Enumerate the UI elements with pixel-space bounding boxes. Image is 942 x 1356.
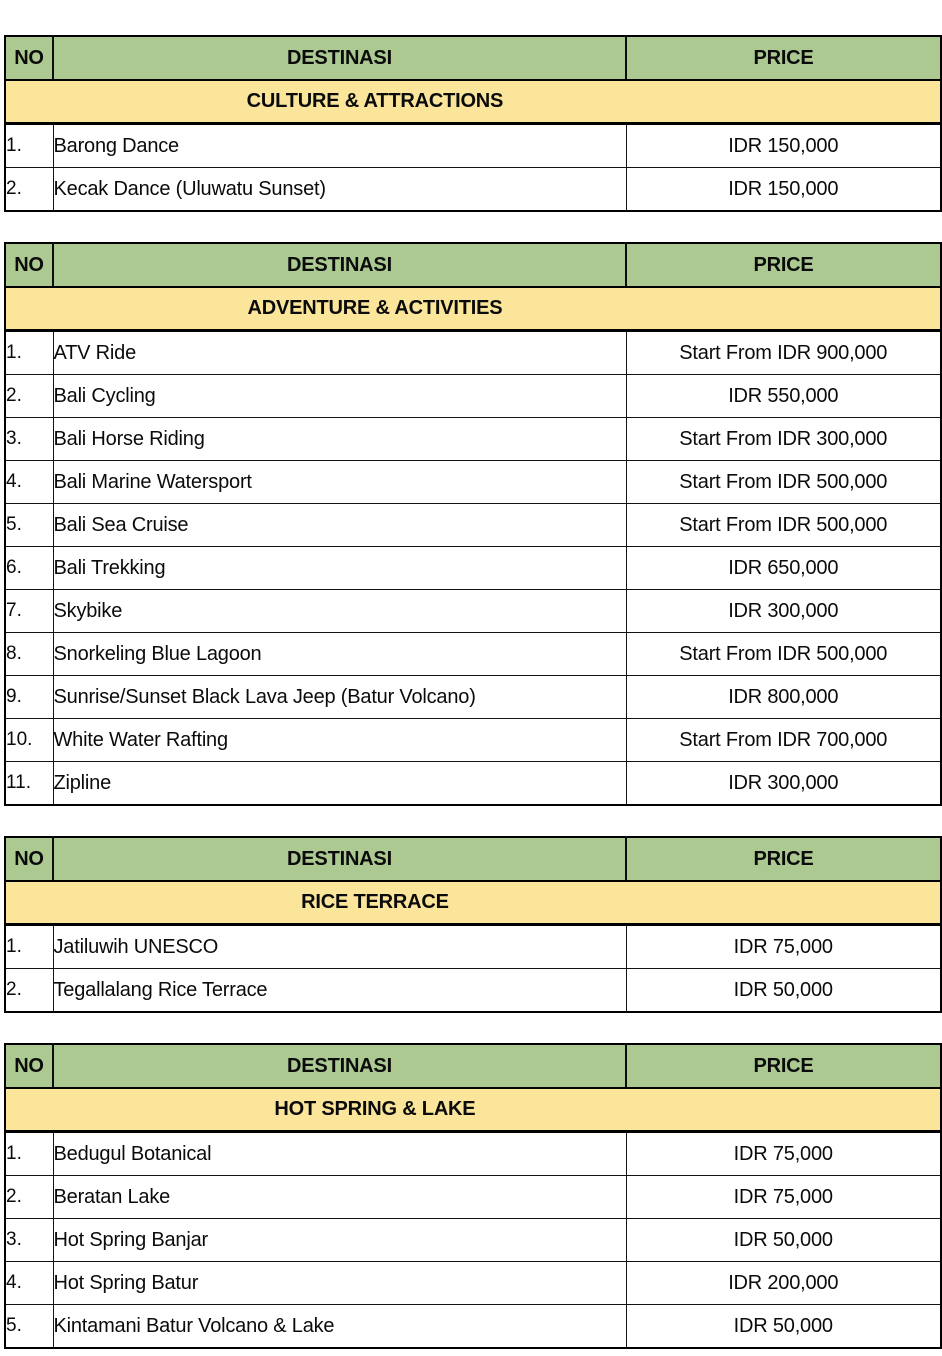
- column-header-price: PRICE: [626, 243, 941, 287]
- price-cell: Start From IDR 300,000: [626, 418, 941, 461]
- row-number-cell: 4.: [5, 1262, 53, 1305]
- section-title: HOT SPRING & LAKE: [274, 1098, 476, 1120]
- section-title-cell: [5, 287, 941, 331]
- section-title-cell: [5, 881, 941, 925]
- table-row: [5, 418, 941, 461]
- column-header-price: PRICE: [626, 1044, 941, 1088]
- price-list-document: [4, 35, 940, 1349]
- destination-cell: Bali Cycling: [53, 375, 626, 418]
- row-number-cell: 1.: [5, 124, 53, 168]
- column-header-no: NO: [5, 1044, 53, 1088]
- destination-cell: Bali Horse Riding: [53, 418, 626, 461]
- destination-cell: Beratan Lake: [53, 1176, 626, 1219]
- price-cell: IDR 550,000: [626, 375, 941, 418]
- column-header-destinasi: DESTINASI: [53, 1044, 626, 1088]
- table-row: [5, 1176, 941, 1219]
- price-table: [4, 35, 942, 212]
- table-row: [5, 124, 941, 168]
- table-body: [5, 124, 941, 212]
- section-title: RICE TERRACE: [301, 891, 449, 913]
- destination-cell: Kintamani Batur Volcano & Lake: [53, 1305, 626, 1349]
- price-cell: IDR 300,000: [626, 590, 941, 633]
- column-header-no: NO: [5, 36, 53, 80]
- row-number-cell: 3.: [5, 1219, 53, 1262]
- table-row: [5, 375, 941, 418]
- table-row: [5, 676, 941, 719]
- table-body: [5, 331, 941, 806]
- price-cell: Start From IDR 500,000: [626, 461, 941, 504]
- row-number-cell: 4.: [5, 461, 53, 504]
- row-number-cell: 3.: [5, 418, 53, 461]
- column-header-no: NO: [5, 243, 53, 287]
- destination-cell: White Water Rafting: [53, 719, 626, 762]
- column-header-destinasi: DESTINASI: [53, 243, 626, 287]
- table-row: [5, 331, 941, 375]
- table-header-row: [5, 36, 941, 80]
- price-table: [4, 242, 942, 806]
- table-row: [5, 925, 941, 969]
- row-number-cell: 6.: [5, 547, 53, 590]
- row-number-cell: 10.: [5, 719, 53, 762]
- destination-cell: Bali Sea Cruise: [53, 504, 626, 547]
- table-row: [5, 762, 941, 806]
- table-row: [5, 1262, 941, 1305]
- row-number-cell: 11.: [5, 762, 53, 806]
- price-cell: IDR 650,000: [626, 547, 941, 590]
- destination-cell: Snorkeling Blue Lagoon: [53, 633, 626, 676]
- price-cell: IDR 150,000: [626, 124, 941, 168]
- table-body: [5, 925, 941, 1013]
- row-number-cell: 1.: [5, 1132, 53, 1176]
- table-row: [5, 547, 941, 590]
- section-header-row: [5, 1088, 941, 1132]
- price-cell: IDR 200,000: [626, 1262, 941, 1305]
- table-row: [5, 504, 941, 547]
- price-cell: IDR 75,000: [626, 1176, 941, 1219]
- table-row: [5, 1305, 941, 1349]
- table-row: [5, 461, 941, 504]
- price-cell: Start From IDR 500,000: [626, 633, 941, 676]
- column-header-price: PRICE: [626, 36, 941, 80]
- price-cell: Start From IDR 500,000: [626, 504, 941, 547]
- destination-cell: Skybike: [53, 590, 626, 633]
- price-cell: IDR 300,000: [626, 762, 941, 806]
- table-row: [5, 168, 941, 212]
- table-header-row: [5, 1044, 941, 1088]
- section-header-row: [5, 80, 941, 124]
- column-header-destinasi: DESTINASI: [53, 36, 626, 80]
- section-title: ADVENTURE & ACTIVITIES: [247, 297, 503, 319]
- table-header-row: [5, 837, 941, 881]
- column-header-price: PRICE: [626, 837, 941, 881]
- row-number-cell: 7.: [5, 590, 53, 633]
- row-number-cell: 2.: [5, 375, 53, 418]
- section-title-cell: [5, 1088, 941, 1132]
- table-row: [5, 1132, 941, 1176]
- destination-cell: Bali Trekking: [53, 547, 626, 590]
- row-number-cell: 1.: [5, 331, 53, 375]
- price-cell: IDR 800,000: [626, 676, 941, 719]
- table-row: [5, 969, 941, 1013]
- table-row: [5, 719, 941, 762]
- price-cell: Start From IDR 700,000: [626, 719, 941, 762]
- table-row: [5, 1219, 941, 1262]
- destination-cell: Sunrise/Sunset Black Lava Jeep (Batur Volcano): [53, 676, 626, 719]
- row-number-cell: 1.: [5, 925, 53, 969]
- section-title-cell: [5, 80, 941, 124]
- price-table: [4, 836, 942, 1013]
- table-header-row: [5, 243, 941, 287]
- destination-cell: Bedugul Botanical: [53, 1132, 626, 1176]
- price-cell: IDR 150,000: [626, 168, 941, 212]
- destination-cell: Jatiluwih UNESCO: [53, 925, 626, 969]
- row-number-cell: 2.: [5, 969, 53, 1013]
- destination-cell: Tegallalang Rice Terrace: [53, 969, 626, 1013]
- price-cell: IDR 50,000: [626, 1305, 941, 1349]
- column-header-no: NO: [5, 837, 53, 881]
- table-row: [5, 633, 941, 676]
- row-number-cell: 2.: [5, 168, 53, 212]
- price-cell: IDR 50,000: [626, 969, 941, 1013]
- destination-cell: ATV Ride: [53, 331, 626, 375]
- destination-cell: Barong Dance: [53, 124, 626, 168]
- price-table: [4, 1043, 942, 1349]
- destination-cell: Kecak Dance (Uluwatu Sunset): [53, 168, 626, 212]
- table-row: [5, 590, 941, 633]
- row-number-cell: 2.: [5, 1176, 53, 1219]
- section-title: CULTURE & ATTRACTIONS: [246, 90, 504, 112]
- table-body: [5, 1132, 941, 1349]
- destination-cell: Hot Spring Batur: [53, 1262, 626, 1305]
- section-header-row: [5, 287, 941, 331]
- price-cell: Start From IDR 900,000: [626, 331, 941, 375]
- destination-cell: Hot Spring Banjar: [53, 1219, 626, 1262]
- row-number-cell: 9.: [5, 676, 53, 719]
- price-cell: IDR 75,000: [626, 925, 941, 969]
- section-header-row: [5, 881, 941, 925]
- row-number-cell: 5.: [5, 1305, 53, 1349]
- price-cell: IDR 75,000: [626, 1132, 941, 1176]
- row-number-cell: 5.: [5, 504, 53, 547]
- price-cell: IDR 50,000: [626, 1219, 941, 1262]
- row-number-cell: 8.: [5, 633, 53, 676]
- destination-cell: Zipline: [53, 762, 626, 806]
- column-header-destinasi: DESTINASI: [53, 837, 626, 881]
- destination-cell: Bali Marine Watersport: [53, 461, 626, 504]
